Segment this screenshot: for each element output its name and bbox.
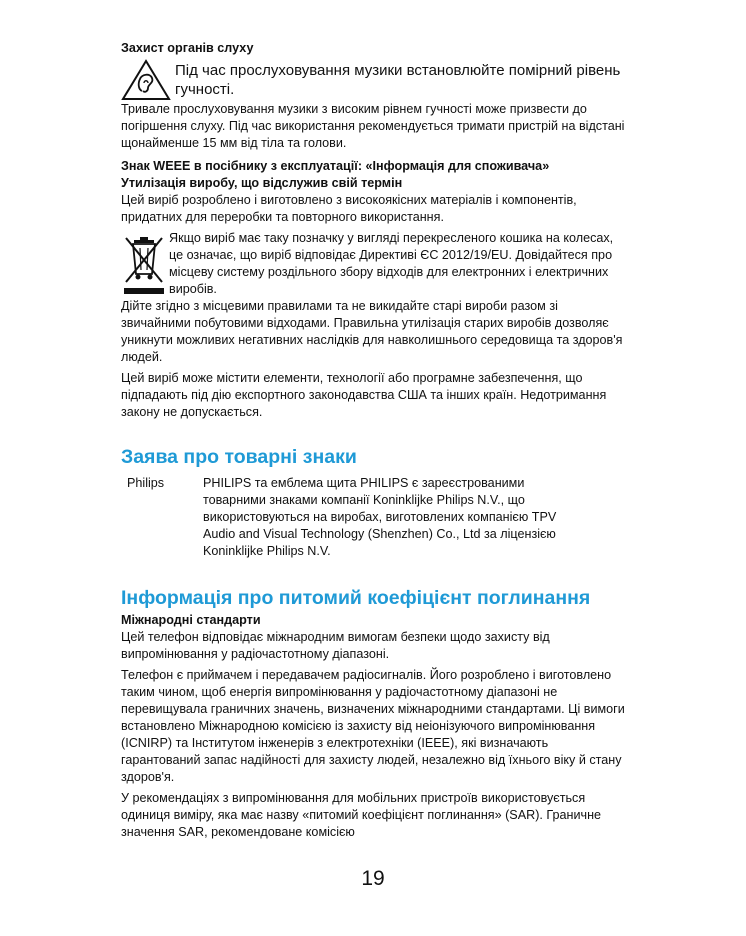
- weee-paragraph-3: Цей виріб може містити елементи, технології або програмне забезпечення, що підпадають під дію експортного законодавства США та інших країн. Недотримання закону не допускається.: [121, 371, 607, 419]
- sar-title: Інформація про питомий коефіцієнт поглинання: [121, 587, 591, 609]
- hearing-warning: [121, 57, 626, 101]
- sar-paragraph-2: Телефон є приймачем і передавачем радіосигналів. Його розроблено і виготовлено таким чином, щоб енергія випромінювання у радіочастотному діапазоні не перевищувала граничних значень, визначених міжнародними стандартами. Ці вимоги встановлено Міжнародною комісією із захисту від неіонізуючого випромінювання (ICNIRP) та Інститутом інженерів з електротехніки (IEEE), які визначають гарантований запас надійності для захисту людей, незалежно від їхнього віку й стану здоров'я.: [121, 668, 625, 784]
- hearing-warning-icon: [121, 59, 171, 101]
- sar-subheading: Міжнародні стандарти: [121, 613, 261, 627]
- trademarks-title: Заява про товарні знаки: [121, 446, 357, 468]
- trademark-text: PHILIPS та емблема щита PHILIPS є зареєстрованими товарними знаками компанії Koninklijke Philips N.V., що використовуються на виробах, виготовлених компанією TPV Audio and Visual Technology (Shenzhen) Co., Ltd за ліцензією Koninklijke Philips N.V.: [203, 476, 557, 558]
- manual-page: [121, 40, 626, 845]
- sar-paragraph-3: У рекомендаціях з випромінювання для мобільних пристроїв використовується одиниця виміру, яка має назву «питомий коефіцієнт поглинання» (SAR). Граничне значення SAR, рекомендоване комісією: [121, 791, 602, 839]
- weee-paragraph-2: Дійте згідно з місцевими правилами та не викидайте старі вироби разом зі звичайними побутовими відходами. Правильна утилізація старих виробів дозволяє уникнути можливих негативних наслідків для навколишнього середовища та здоров'я людей.: [121, 299, 623, 364]
- hearing-heading: Захист органів слуху: [121, 41, 254, 55]
- sar-paragraph-1: Цей телефон відповідає міжнародним вимогам безпеки щодо захисту від випромінювання у радіочастотному діапазоні.: [121, 630, 550, 661]
- weee-subheading: Утилізація виробу, що відслужив свій термін: [121, 176, 403, 190]
- hearing-warning-body: Тривале прослуховування музики з високим рівнем гучності може призвести до погіршення слуху. Під час використання рекомендується тримати пристрій на відстані щонайменше 15 мм від тіла та голови.: [121, 102, 625, 150]
- weee-heading: Знак WEEE в посібнику з експлуатації: «Інформація для споживача»: [121, 159, 550, 173]
- weee-paragraph-1: Цей виріб розроблено і виготовлено з високоякісних матеріалів і компонентів, придатних для переробки та повторного використання.: [121, 193, 577, 224]
- hearing-warning-text: Під час прослуховування музики встановлюйте помірний рівень гучності.: [175, 62, 621, 98]
- weee-bin-notice: [121, 230, 626, 298]
- page-number: 19: [361, 867, 385, 890]
- trademark-entry: [127, 475, 626, 560]
- crossed-bin-icon: [121, 232, 167, 296]
- weee-bin-text: Якщо виріб має таку позначку у вигляді перекресленого кошика на колесах, це означає, що виріб відповідає Директиві ЄС 2012/19/EU. Довідайтеся про місцеву систему роздільного збору відходів для електронних і електричних виробів.: [169, 231, 614, 296]
- trademark-brand: Philips: [127, 476, 165, 490]
